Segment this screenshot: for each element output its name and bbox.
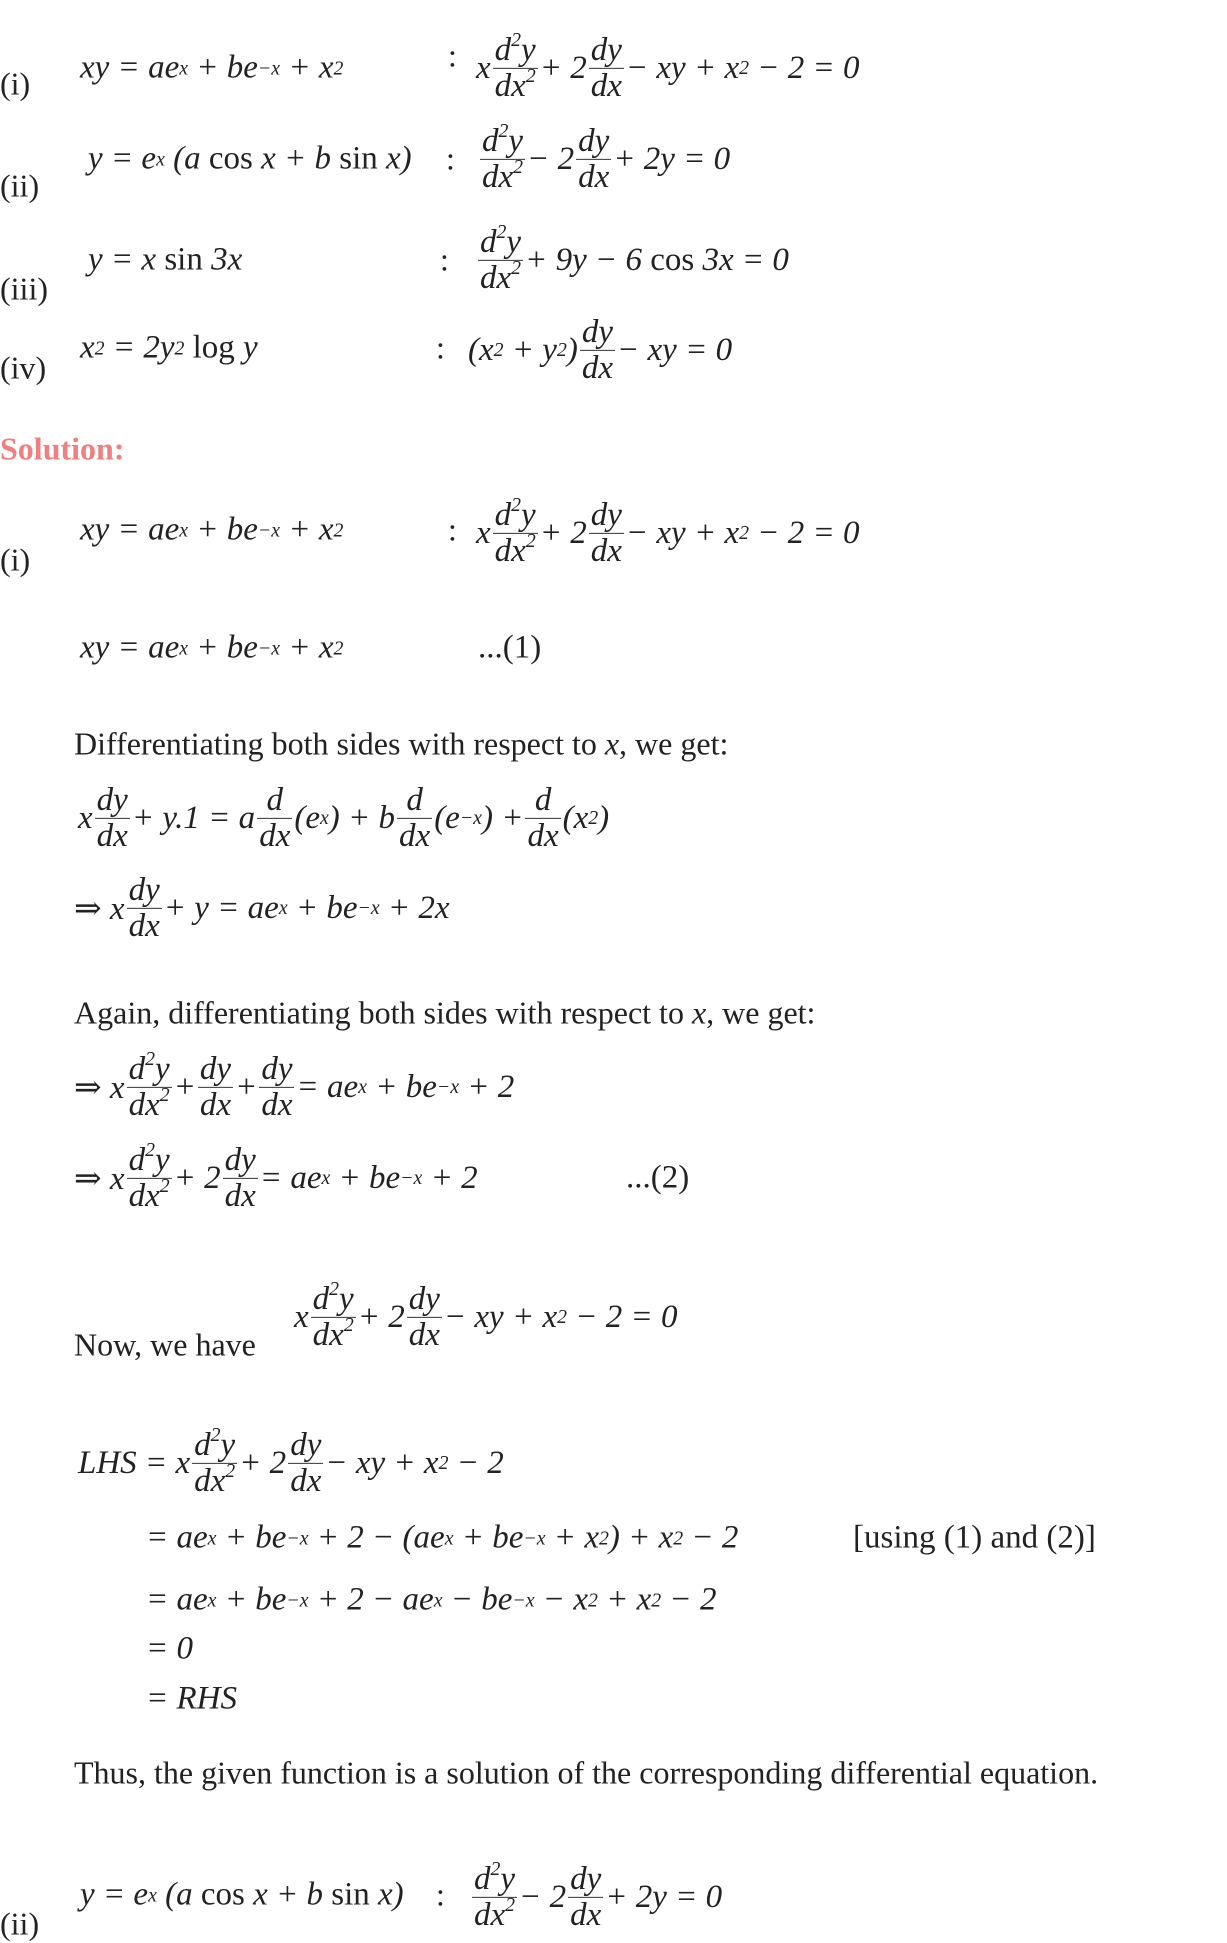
math-text: y = x [88, 241, 165, 278]
math-text: − 2 [661, 1581, 717, 1618]
superscript: 2 [343, 1313, 354, 1336]
math-text [184, 330, 192, 367]
superscript: 2 [511, 256, 522, 279]
math-text: ⇒ x [74, 1070, 125, 1106]
fraction [493, 494, 538, 569]
text-differentiating [74, 726, 728, 763]
math-text: dx [590, 532, 622, 569]
math-text: dy [408, 1280, 440, 1317]
numerator [95, 783, 130, 818]
numerator [127, 1139, 172, 1178]
numerator [576, 124, 611, 159]
fraction [198, 1052, 233, 1122]
label-iii: (iii) [0, 270, 48, 307]
solution-1-equation: x $\frac{d^2y}{dx^2}$ + 2 $\frac{dy}{dx}$ − xy + x 2 − 2 = 0 [476, 494, 860, 569]
numerator [223, 1143, 258, 1178]
math-text: dx [527, 817, 559, 854]
upright-text: cos [650, 241, 695, 278]
numerator [127, 873, 162, 908]
math-text: Thus, the given function is a solution of the corresponding differential equation. [74, 1754, 1099, 1791]
math-text: = 2y [104, 329, 175, 366]
math-text: d [128, 1141, 146, 1178]
math-text: dx [494, 67, 526, 104]
fraction [589, 498, 624, 568]
math-text: − x [534, 1581, 588, 1618]
math-text: d [312, 1280, 330, 1317]
denominator [288, 1463, 323, 1499]
label-ii: (ii) [0, 167, 40, 204]
math-text: y [220, 1426, 236, 1463]
fraction [127, 1048, 172, 1123]
math-text: + be [366, 1068, 437, 1105]
math-text: dx [590, 67, 622, 104]
math-text: + x [280, 49, 334, 86]
math-text: Now, we have [74, 1326, 256, 1363]
upright-text: ...(1) [478, 629, 542, 666]
numerator [493, 494, 538, 533]
denominator [95, 818, 130, 854]
math-text: d [534, 781, 552, 818]
math-text: dx [578, 158, 610, 195]
math-text: + be [188, 49, 258, 86]
equation-2: ⇒ x $\frac{d^2y}{dx^2}$ + 2 $\frac{dy}{dx}$ = ae x + be −x + 2 [74, 1139, 478, 1214]
numerator [127, 1048, 172, 1087]
numerator [568, 1862, 603, 1897]
math-text: dy [578, 122, 610, 159]
numerator [480, 120, 525, 159]
math-text: ) + [481, 799, 524, 836]
equation-target: x $\frac{d^2y}{dx^2}$ + 2 $\frac{dy}{dx}$ − xy + x 2 − 2 = 0 [294, 1278, 678, 1353]
math-text: + 2 − (ae [308, 1519, 445, 1556]
superscript: 2 [496, 221, 507, 243]
math-text: + 9y − 6 [525, 241, 651, 278]
label-ii: (ii) [0, 1905, 40, 1942]
math-text: y [521, 496, 536, 533]
denominator [311, 1313, 356, 1353]
math-text: = ae [259, 1159, 322, 1196]
math-text: + x [545, 1519, 599, 1556]
math-text: + be [216, 1519, 287, 1556]
denominator [576, 159, 611, 195]
numerator [478, 221, 523, 260]
math-text: dx [482, 158, 514, 195]
math-text: + 2 [539, 514, 587, 551]
fraction [480, 120, 525, 195]
superscript: 2 [525, 529, 536, 552]
denominator [568, 1897, 603, 1933]
solution-heading: Solution: [0, 430, 125, 467]
math-text: dx [290, 1462, 322, 1499]
math-text: y = e [80, 1876, 149, 1913]
math-text: (e [434, 799, 460, 836]
superscript: 2 [505, 1893, 516, 1916]
math-text: dx [224, 1177, 256, 1214]
math-text: + x [280, 629, 334, 666]
math-text: − xy = 0 [617, 331, 733, 368]
math-text: + 2y = 0 [605, 1878, 723, 1915]
math-text: + y [503, 331, 557, 368]
math-text: + 2 [459, 1068, 515, 1105]
math-text: dx [408, 1316, 440, 1353]
denominator [257, 818, 292, 854]
math-text: y [339, 1280, 354, 1317]
fraction [192, 1424, 237, 1499]
math-text: 3x [202, 241, 243, 278]
equation-lhs-rhs [146, 1681, 237, 1718]
math-text: dy [261, 1050, 293, 1087]
solution-2-equation [470, 1858, 723, 1933]
math-text: dx [128, 1086, 160, 1123]
denominator [397, 818, 432, 854]
numerator [192, 1424, 237, 1463]
math-text: (a [156, 1876, 201, 1913]
superscript: 2 [145, 1139, 155, 1161]
italic-variable: x [604, 725, 620, 762]
fraction [478, 221, 523, 296]
math-text: − 2 = 0 [567, 1298, 678, 1335]
math-text: − 2 [519, 1878, 567, 1915]
math-text: (x [468, 331, 494, 368]
math-text: dx [261, 1086, 293, 1123]
equation-lhs-step-1: = ae x + be −x + 2 − (ae x + be −x + x 2 ) + x 2 − 2 [146, 1519, 739, 1556]
math-text: x [294, 1298, 309, 1335]
upright-text: [using (1) and (2)] [853, 1519, 1096, 1556]
fraction [589, 33, 624, 103]
denominator [493, 529, 538, 569]
problem-1-equation: x $\frac{d^2y}{dx^2}$ + 2 $\frac{dy}{dx}$ − xy + x 2 − 2 = 0 [476, 29, 860, 104]
fraction [288, 1428, 323, 1498]
numerator [580, 315, 615, 350]
equation-2-tag [626, 1160, 689, 1197]
math-text: x [80, 329, 95, 366]
math-text: y [508, 122, 524, 159]
equation-lhs-step-3 [146, 1631, 193, 1668]
math-text: (a [164, 140, 209, 177]
math-text: dy [96, 781, 128, 818]
italic-variable: x [691, 994, 707, 1031]
math-text: − xy + x [625, 49, 740, 86]
fraction [95, 783, 130, 853]
math-text: − xy + x [325, 1444, 439, 1481]
label-i: (i) [0, 541, 31, 578]
math-text: d [128, 1050, 146, 1087]
text-now-we-have [74, 1327, 256, 1364]
math-text: d [482, 122, 499, 159]
upright-text: cos [208, 140, 253, 177]
math-text: dx [474, 1896, 506, 1933]
math-text: = ae [296, 1068, 359, 1105]
numerator [259, 1052, 294, 1087]
math-text: d [266, 781, 284, 818]
math-text: dx [194, 1462, 226, 1499]
math-text: dx [128, 907, 160, 944]
superscript: 2 [159, 1174, 170, 1197]
math-text: dy [224, 1141, 256, 1178]
denominator [589, 533, 624, 569]
fraction [493, 29, 538, 104]
math-text: dy [128, 871, 160, 908]
colon: : [448, 37, 457, 74]
math-text: + x [597, 1581, 652, 1618]
math-text: d [480, 223, 497, 260]
math-text: − 2 = 0 [749, 514, 860, 551]
fraction [127, 1139, 172, 1214]
math-text: = RHS [146, 1680, 238, 1717]
fraction [127, 873, 162, 943]
math-text: + be [330, 1159, 401, 1196]
math-text: d [194, 1426, 211, 1463]
problem-1-function: xy = ae x + be −x + x 2 [80, 49, 344, 86]
fraction [259, 1052, 294, 1122]
math-text: + [235, 1068, 258, 1105]
upright-text: log [192, 329, 235, 366]
fraction [472, 1858, 517, 1933]
numerator [533, 783, 554, 818]
superscript: 2 [513, 155, 524, 178]
superscript: 2 [329, 1278, 340, 1300]
numerator [472, 1858, 517, 1897]
denominator [525, 818, 560, 854]
math-text: + x [280, 511, 334, 548]
equation-second-derivative: ⇒ x $\frac{d^2y}{dx^2}$ + $\frac{dy}{dx}$ + $\frac{dy}{dx}$ = ae x + be −x + 2 [74, 1048, 515, 1123]
problem-3-function [88, 242, 242, 279]
math-text: + be [216, 1581, 287, 1618]
numerator [407, 1282, 442, 1317]
math-text: ) + x [608, 1519, 674, 1556]
math-text: dx [581, 349, 613, 386]
math-text: dy [570, 1860, 602, 1897]
math-text: + be [287, 889, 358, 926]
math-text: dx [312, 1316, 344, 1353]
problem-2-equation [478, 120, 731, 195]
math-text: − xy + x [625, 514, 740, 551]
math-text: Again, differentiating both sides with respect to [74, 994, 692, 1031]
colon: : [436, 329, 445, 366]
equation-1: xy = ae x + be −x + x 2 [80, 629, 344, 666]
math-text: ⇒ x [74, 1161, 125, 1197]
denominator [127, 908, 162, 944]
math-text: (x [562, 799, 589, 836]
denominator [223, 1178, 258, 1214]
math-text: + [173, 1068, 196, 1105]
superscript: 2 [511, 494, 522, 516]
math-text: x + b [244, 1876, 332, 1913]
denominator [127, 1083, 172, 1123]
text-conclusion [74, 1755, 1098, 1792]
denominator [407, 1317, 442, 1353]
math-text: dx [570, 1896, 602, 1933]
math-text: d [406, 781, 423, 818]
math-text: y = e [88, 140, 157, 177]
math-text: d [474, 1860, 491, 1897]
math-text: + 2 [239, 1444, 287, 1481]
math-text: y [154, 1050, 170, 1087]
math-text: ) [598, 799, 610, 836]
math-text: + y = ae [163, 889, 279, 926]
superscript: 2 [525, 64, 536, 87]
math-text: dx [96, 817, 128, 854]
math-text: dx [128, 1177, 160, 1214]
math-text: = 0 [146, 1630, 194, 1667]
denominator [493, 64, 538, 104]
upright-text: ...(2) [626, 1159, 690, 1196]
solution-2-function: y = e x (a cos x + b sin x) [80, 1876, 404, 1913]
math-text: y [521, 31, 536, 68]
numerator [198, 1052, 233, 1087]
superscript: 2 [145, 1048, 155, 1070]
colon: : [446, 140, 455, 177]
math-text: xy = ae [80, 511, 180, 548]
fraction [311, 1278, 356, 1353]
equation-lhs-step-1-note [853, 1520, 1096, 1557]
math-text: + 2 [357, 1298, 405, 1335]
colon: : [436, 1876, 445, 1913]
math-text: dy [590, 496, 622, 533]
numerator [404, 783, 425, 818]
math-text: y [154, 1141, 170, 1178]
math-text: − 2 [527, 140, 575, 177]
math-text: dx [259, 817, 291, 854]
fraction [568, 1862, 603, 1932]
math-text: − 2 [448, 1444, 504, 1481]
math-text: dy [590, 31, 622, 68]
math-text: LHS = x [78, 1444, 191, 1481]
math-text: x) [369, 1876, 404, 1913]
math-text: + 2 [539, 49, 587, 86]
equation-1-tag [478, 630, 541, 667]
denominator [478, 256, 523, 296]
math-text: ) + b [328, 799, 396, 836]
solution-1-function: xy = ae x + be −x + x 2 [80, 511, 344, 548]
numerator [265, 783, 286, 818]
superscript: 2 [498, 120, 509, 142]
math-text: dx [480, 259, 512, 296]
upright-text: sin [331, 1876, 370, 1913]
equation-simplified: ⇒ x $\frac{dy}{dx}$ + y = ae x + be −x + 2x [74, 871, 450, 944]
denominator [192, 1459, 237, 1499]
math-text: , we get: [619, 725, 729, 762]
upright-text: sin [339, 140, 378, 177]
math-text: , we get: [706, 994, 816, 1031]
math-text: d [494, 31, 512, 68]
math-text: − 2 = 0 [749, 49, 860, 86]
text-again-differentiating [74, 995, 815, 1032]
math-text: xy = ae [80, 629, 180, 666]
colon: : [448, 511, 457, 548]
label-i: (i) [0, 65, 31, 102]
numerator [311, 1278, 356, 1317]
superscript: 2 [511, 29, 522, 51]
math-text: + be [188, 511, 258, 548]
math-text: + 2x [379, 889, 450, 926]
math-text: x [78, 799, 93, 836]
fraction [223, 1143, 258, 1213]
math-text: dy [290, 1426, 322, 1463]
colon: : [440, 241, 449, 278]
math-text: + 2y = 0 [613, 140, 731, 177]
problem-3-equation [476, 221, 789, 296]
math-text: + y.1 = a [131, 799, 256, 836]
numerator [288, 1428, 323, 1463]
denominator [198, 1087, 233, 1123]
numerator [589, 498, 624, 533]
superscript: 2 [159, 1083, 170, 1106]
math-text: d [494, 496, 512, 533]
equation-derivative: x $\frac{dy}{dx}$ + y.1 = a $\frac{d}{dx}$ (e x ) + b $\frac{d}{dx}$ (e −x ) + $\frac{d}{dx}$ (x 2 ) [78, 781, 610, 854]
math-text: ) [566, 331, 578, 368]
denominator [127, 1174, 172, 1214]
denominator [472, 1893, 517, 1933]
math-text: − 2 [683, 1519, 739, 1556]
math-text: y [234, 329, 258, 366]
fraction [576, 124, 611, 194]
numerator [589, 33, 624, 68]
math-text: − be [442, 1581, 513, 1618]
math-text: = ae [146, 1581, 208, 1618]
fraction [407, 1282, 442, 1352]
problem-2-function: y = e x (a cos x + b sin x) [88, 140, 412, 177]
math-text: x + b [252, 140, 340, 177]
superscript: 2 [210, 1424, 221, 1446]
math-text: = ae [146, 1519, 208, 1556]
math-text: + 2 − ae [308, 1581, 434, 1618]
problem-4-function: x 2 = 2y 2 log y [80, 329, 258, 366]
math-text: + 2 [422, 1159, 478, 1196]
fraction [525, 783, 560, 853]
math-text: x) [377, 140, 412, 177]
label-iv: (iv) [0, 349, 47, 386]
denominator [480, 155, 525, 195]
math-text: y [506, 223, 522, 260]
fraction [257, 783, 292, 853]
superscript: 2 [490, 1858, 501, 1880]
math-text: dx [399, 817, 431, 854]
equation-lhs-step-2: = ae x + be −x + 2 − ae x − be −x − x 2 + x 2 − 2 [146, 1581, 717, 1618]
math-text: dy [581, 313, 613, 350]
math-text: dx [199, 1086, 232, 1123]
math-text: dy [199, 1050, 232, 1087]
denominator [589, 68, 624, 104]
math-text: (e [294, 799, 320, 836]
math-text: + be [188, 629, 258, 666]
math-text: + 2 [173, 1159, 221, 1196]
math-text: + be [453, 1519, 524, 1556]
math-text: − xy + x [443, 1298, 558, 1335]
denominator [580, 350, 615, 386]
equation-lhs: LHS = x $\frac{d^2y}{dx^2}$ + 2 $\frac{dy}{dx}$ − xy + x 2 − 2 [78, 1424, 504, 1499]
math-text: x [476, 49, 491, 86]
math-text: Differentiating both sides with respect to [74, 725, 605, 762]
math-text: xy = ae [80, 49, 180, 86]
problem-4-equation: (x 2 + y 2 ) $\frac{dy}{dx}$ − xy = 0 [468, 313, 733, 386]
fraction [397, 783, 432, 853]
math-text: y [500, 1860, 516, 1897]
fraction [580, 315, 615, 385]
superscript: 2 [225, 1459, 236, 1482]
math-text: 3x = 0 [694, 241, 789, 278]
math-text: x [476, 514, 491, 551]
math-text: ⇒ x [74, 891, 125, 927]
numerator [493, 29, 538, 68]
math-text: dx [494, 532, 526, 569]
upright-text: cos [200, 1876, 245, 1913]
upright-text: sin [164, 241, 203, 278]
denominator [259, 1087, 294, 1123]
